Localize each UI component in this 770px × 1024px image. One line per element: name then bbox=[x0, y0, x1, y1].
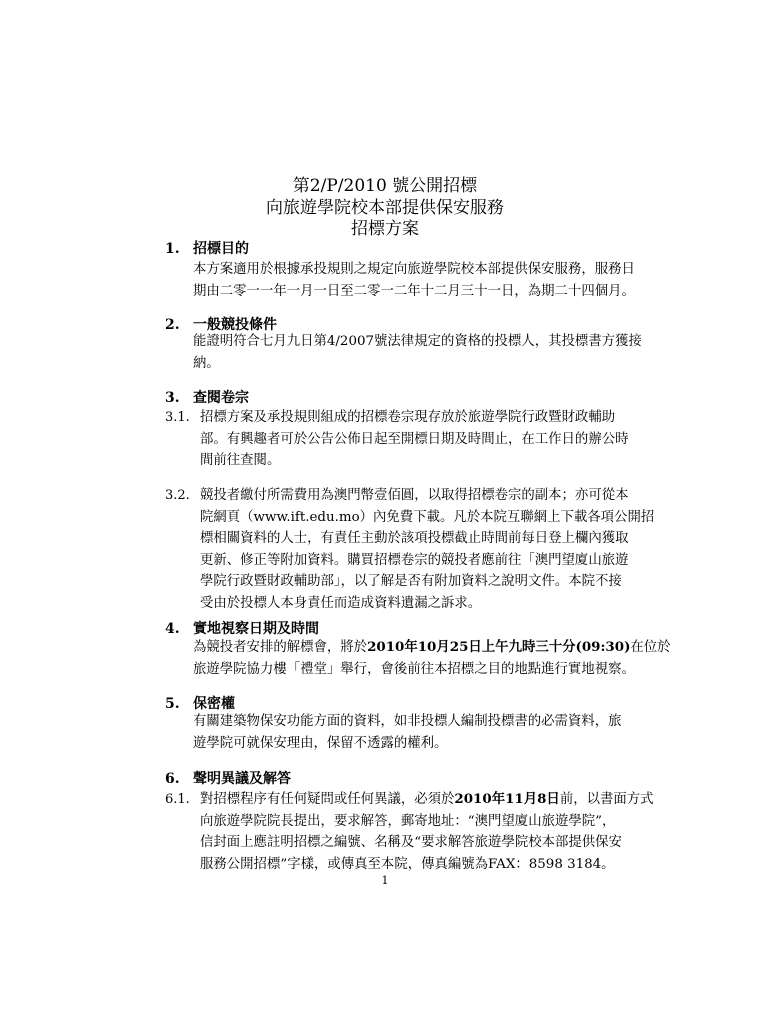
body-text: 對招標程序有任何疑問或任何異議，必須於 bbox=[200, 792, 455, 807]
section-title: 聲明異議及解答 bbox=[193, 771, 291, 787]
section-title: 實地視察日期及時間 bbox=[193, 621, 319, 637]
subsection-3-2-body bbox=[200, 485, 700, 614]
section-number: 4. bbox=[165, 621, 180, 637]
page-number: 1 bbox=[381, 874, 389, 887]
subsection-6-1-body bbox=[200, 789, 700, 875]
section-number: 3. bbox=[165, 390, 180, 406]
body-line: 本方案適用於根據承投規則之規定向旅遊學院校本部提供保安服務，服務日 bbox=[193, 262, 635, 277]
site-visit-datetime: 2010年10月25日上午九時三十分(09:30) bbox=[367, 639, 631, 655]
section-title: 查閱卷宗 bbox=[193, 390, 249, 406]
body-line bbox=[200, 789, 700, 811]
section-5-body bbox=[193, 711, 703, 754]
body-text: 為競投者安排的解標會，將於 bbox=[193, 640, 368, 655]
subsection-number: 3.2. bbox=[165, 488, 190, 503]
objection-deadline: 2010年11月8日 bbox=[454, 791, 560, 807]
section-2-body bbox=[193, 331, 703, 374]
section-number: 5. bbox=[165, 696, 180, 712]
section-title: 保密權 bbox=[193, 696, 235, 712]
body-line: 間前往查閱。 bbox=[200, 453, 281, 468]
subsection-3-1-body bbox=[200, 407, 700, 472]
subsection-number: 6.1. bbox=[165, 792, 190, 807]
body-line: 學院行政暨財政輔助部」，以了解是否有附加資料之說明文件。本院不接 bbox=[200, 574, 622, 589]
body-line: 能證明符合七月九日第4/2007號法律規定的資格的投標人，其投標書方獲接 bbox=[193, 334, 642, 349]
section-number: 2. bbox=[165, 317, 180, 333]
body-line: 納。 bbox=[193, 355, 220, 371]
body-line: 服務公開招標”字樣，或傳真至本院，傳真編號為FAX：8598 3184。 bbox=[200, 856, 615, 872]
body-line: 受由於投標人本身責任而造成資料遺漏之訴求。 bbox=[200, 595, 482, 611]
body-line: 期由二零一一年一月一日至二零一二年十二月三十一日，為期二十四個月。 bbox=[193, 283, 635, 299]
tender-number-title: 第2/P/2010 號公開招標 bbox=[292, 176, 478, 196]
body-line: 遊學院可就保安理由，保留不透露的權利。 bbox=[193, 735, 448, 751]
section-number: 6. bbox=[165, 771, 180, 787]
body-line: 招標方案及承投規則組成的招標卷宗現存放於旅遊學院行政暨財政輔助 bbox=[200, 410, 616, 425]
body-line: 部。有興趣者可於公告公佈日起至開標日期及時間止，在工作日的辦公時 bbox=[200, 431, 629, 447]
body-line: 向旅遊學院院長提出，要求解答，郵寄地址：“澳門望廈山旅遊學院”， bbox=[200, 813, 616, 829]
body-line bbox=[193, 637, 703, 659]
body-line: 有關建築物保安功能方面的資料，如非投標人編制投標書的必需資料，旅 bbox=[193, 714, 622, 729]
tender-programme-title: 招標方案 bbox=[351, 219, 419, 239]
body-line: 院網頁（www.ift.edu.mo）內免費下載。凡於本院互聯網上下載各項公開招 bbox=[200, 509, 655, 525]
subsection-number: 3.1. bbox=[165, 410, 190, 425]
body-line: 競投者繳付所需費用為澳門幣壹佰圓，以取得招標卷宗的副本；亦可從本 bbox=[200, 488, 629, 503]
section-number: 1. bbox=[165, 241, 180, 257]
section-title: 招標目的 bbox=[193, 241, 249, 257]
section-1-body bbox=[193, 259, 703, 302]
body-text: 前，以書面方式 bbox=[559, 792, 654, 807]
section-title: 一般競投條件 bbox=[193, 317, 277, 333]
body-line: 旅遊學院協力樓「禮堂」舉行，會後前往本招標之目的地點進行實地視察。 bbox=[193, 661, 635, 677]
section-4-body bbox=[193, 637, 703, 680]
body-line: 標相關資料的人士，有責任主動於該項投標截止時間前每日登上欄內獲取 bbox=[200, 531, 629, 546]
body-line: 更新、修正等附加資料。購買招標卷宗的競投者應前往「澳門望廈山旅遊 bbox=[200, 552, 629, 568]
body-line: 信封面上應註明招標之編號、名稱及“要求解答旅遊學院校本部提供保安 bbox=[200, 835, 622, 850]
tender-subject-title: 向旅遊學院校本部提供保安服務 bbox=[266, 198, 504, 218]
body-text: 在位於 bbox=[630, 640, 671, 655]
